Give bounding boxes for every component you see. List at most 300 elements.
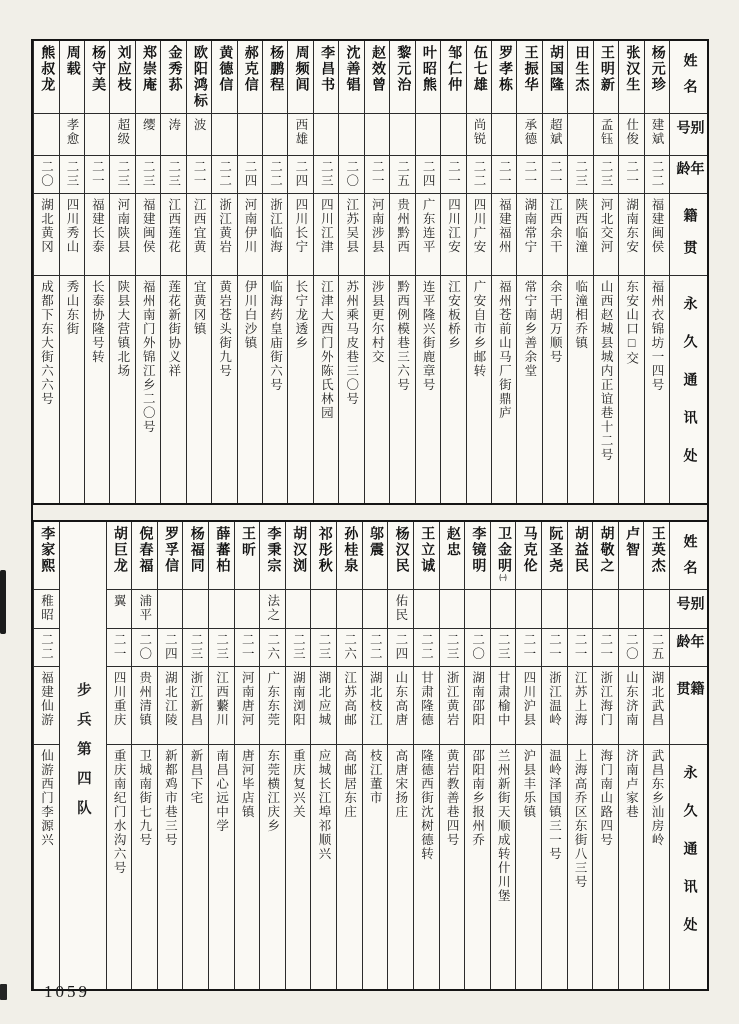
person-address: 宜黄冈镇 [192, 280, 207, 336]
alias-cell [286, 590, 311, 629]
age-cell [136, 156, 160, 194]
alias-cell [314, 114, 338, 156]
name-cell [543, 41, 567, 114]
name-cell [416, 41, 440, 114]
age-cell [568, 629, 593, 667]
origin-cell [542, 667, 567, 745]
person-age: 二三 [64, 160, 79, 188]
person-age: 二一 [90, 160, 105, 188]
alias-cell [594, 114, 618, 156]
person-name: 欧阳鸿标 [191, 45, 207, 109]
person-name: 李镜明 [470, 526, 486, 574]
address-cell [644, 745, 669, 989]
person-age: 二二 [368, 633, 383, 661]
person-address: 连平隆兴街鹿章号 [421, 280, 436, 392]
person-age: 二二 [268, 160, 283, 188]
name-cell [388, 522, 413, 590]
person-column [338, 41, 363, 503]
address-cell [85, 276, 109, 503]
person-address: 东莞横江庆乡 [265, 749, 280, 833]
name-cell [136, 41, 160, 114]
origin-cell [288, 194, 312, 276]
origin-cell [441, 194, 465, 276]
person-name: 黄德信 [217, 45, 233, 93]
person-address: 临潼相乔镇 [573, 280, 588, 350]
address-cell [161, 276, 185, 503]
person-address: 陕县大营镇北场 [115, 280, 130, 378]
person-address: 长宁龙透乡 [293, 280, 308, 350]
person-name: 郑崇庵 [141, 45, 157, 93]
person-alias: 西雄 [293, 118, 308, 146]
person-column [542, 41, 567, 503]
person-address: 伊川白沙镇 [243, 280, 258, 350]
person-column [413, 522, 439, 989]
alias-cell [516, 590, 541, 629]
person-name: 胡敬之 [598, 526, 614, 574]
person-address: 江津大西门外陈氏林园 [319, 280, 334, 420]
name-cell [337, 522, 362, 590]
origin-cell [110, 194, 134, 276]
name-cell [492, 41, 516, 114]
person-address: 福州衣锦坊一四号 [650, 280, 665, 392]
roster-table-bottom [33, 520, 707, 989]
person-name: 薛蕃柏 [214, 526, 230, 574]
age-cell [132, 629, 157, 667]
age-cell [491, 629, 516, 667]
person-age: 二四 [421, 160, 436, 188]
person-column [644, 41, 669, 503]
column-header-address: 永久通讯处 [681, 765, 697, 955]
address-cell [212, 276, 236, 503]
person-name: 罗孚信 [163, 526, 179, 574]
person-origin: 河北交河 [599, 198, 614, 254]
person-origin: 四川长宁 [293, 198, 308, 254]
person-address: 福州苍前山马厂街鼎庐 [497, 280, 512, 420]
address-cell [645, 276, 669, 503]
person-column [643, 522, 669, 989]
age-cell [465, 629, 490, 667]
name-cell [619, 41, 643, 114]
person-column [541, 522, 567, 989]
address-cell [467, 276, 491, 503]
person-address: 黄岩苍头街九号 [217, 280, 232, 378]
age-cell [238, 156, 262, 194]
column-header-name: 姓名 [681, 53, 697, 105]
alias-cell [593, 590, 618, 629]
header-column-top [669, 41, 707, 503]
column-header-age-cell [670, 156, 707, 194]
person-age: 二五 [649, 633, 664, 661]
age-cell [286, 629, 311, 667]
person-column [131, 522, 157, 989]
person-name: 阮圣尧 [547, 526, 563, 574]
column-header-name-cell [670, 522, 707, 590]
person-name: 王振华 [522, 45, 538, 93]
person-age: 二〇 [137, 633, 152, 661]
person-alias: 缨 [141, 118, 156, 132]
person-column [160, 41, 185, 503]
address-cell [491, 745, 516, 989]
person-age: 二一 [598, 633, 613, 661]
person-address: 卫城南街七九号 [137, 749, 152, 847]
origin-cell [467, 194, 491, 276]
person-name: 胡国隆 [548, 45, 564, 93]
person-address: 新昌下宅 [188, 749, 203, 805]
person-name: 周载 [64, 45, 80, 77]
column-header-origin: 籍贯 [681, 208, 697, 272]
scan-smudge-small [0, 984, 7, 1000]
person-name: 卢智 [624, 526, 640, 558]
person-address: 江安板桥乡 [446, 280, 461, 350]
age-cell [311, 629, 336, 667]
person-age: 二四 [293, 160, 308, 188]
age-cell [467, 156, 491, 194]
alias-cell [440, 590, 465, 629]
alias-cell [238, 114, 262, 156]
column-header-alias-cell [670, 114, 707, 156]
person-origin: 四川江安 [446, 198, 461, 254]
person-origin: 浙江黄岩 [445, 671, 460, 727]
name-cell [568, 522, 593, 590]
person-origin: 福建闽侯 [141, 198, 156, 254]
age-cell [440, 629, 465, 667]
person-column [618, 41, 643, 503]
person-column [439, 522, 465, 989]
person-address: 黔西例模巷三六号 [395, 280, 410, 392]
person-name: 田生杰 [573, 45, 589, 93]
address-cell [465, 745, 490, 989]
age-cell [107, 629, 132, 667]
person-age: 二六 [342, 633, 357, 661]
person-address: 苏州乘马皮巷三〇号 [344, 280, 359, 406]
person-origin: 江西莲花 [166, 198, 181, 254]
person-address: 济南卢家巷 [624, 749, 639, 819]
person-address: 新都鸡市巷三号 [163, 749, 178, 847]
name-cell [467, 41, 491, 114]
alias-cell [85, 114, 109, 156]
scan-smudge [0, 570, 6, 634]
person-origin: 陕西临潼 [573, 198, 588, 254]
person-age: 二一 [547, 633, 562, 661]
person-name: 胡汉浏 [291, 526, 307, 574]
person-column [567, 522, 593, 989]
person-name: 祁彤秋 [316, 526, 332, 574]
person-alias: 超斌 [548, 118, 563, 146]
person-name: 李秉宗 [265, 526, 281, 574]
name-cell [260, 522, 285, 590]
age-cell [212, 156, 236, 194]
person-origin: 福建仙游 [39, 671, 54, 727]
alias-cell [388, 590, 413, 629]
page-number: 1059 [44, 982, 90, 1001]
origin-cell [543, 194, 567, 276]
alias-cell [645, 114, 669, 156]
age-cell [594, 156, 618, 194]
column-header-alias: 别号 [674, 120, 704, 141]
age-cell [161, 156, 185, 194]
person-age: 二一 [370, 160, 385, 188]
person-origin: 河南唐河 [240, 671, 255, 727]
person-origin: 甘肃榆中 [496, 671, 511, 727]
person-age: 二三 [115, 160, 130, 188]
origin-cell [568, 194, 592, 276]
person-age: 二一 [112, 633, 127, 661]
origin-cell [594, 194, 618, 276]
age-cell [644, 629, 669, 667]
name-cell [365, 41, 389, 114]
address-cell [542, 745, 567, 989]
age-cell [34, 629, 59, 667]
person-column [208, 522, 234, 989]
name-cell [645, 41, 669, 114]
address-cell [187, 276, 211, 503]
age-cell [158, 629, 183, 667]
person-origin: 江西蘻川 [214, 671, 229, 727]
person-origin: 福建福州 [497, 198, 512, 254]
name-cell [34, 41, 58, 114]
age-cell [593, 629, 618, 667]
person-name: 叶昭熊 [420, 45, 436, 93]
person-column [310, 522, 336, 989]
origin-cell [644, 667, 669, 745]
person-name: 张汉生 [624, 45, 640, 93]
age-cell [85, 156, 109, 194]
person-age: 二一 [522, 160, 537, 188]
person-name: 李家熙 [39, 526, 55, 574]
origin-cell [465, 667, 490, 745]
person-column [515, 522, 541, 989]
age-cell [543, 156, 567, 194]
origin-cell [212, 194, 236, 276]
age-cell [619, 629, 644, 667]
origin-cell [235, 667, 260, 745]
alias-cell [212, 114, 236, 156]
address-cell [260, 745, 285, 989]
alias-cell [568, 590, 593, 629]
origin-cell [414, 667, 439, 745]
person-age: 二三 [214, 633, 229, 661]
person-address: 应城长江埠祁顺兴 [317, 749, 332, 861]
person-name: 赵忠 [444, 526, 460, 558]
origin-cell [568, 667, 593, 745]
origin-cell [286, 667, 311, 745]
alias-cell [136, 114, 160, 156]
person-age: 二三 [445, 633, 460, 661]
person-alias: 尚锐 [471, 118, 486, 146]
person-column [109, 41, 134, 503]
person-origin: 福建闽侯 [650, 198, 665, 254]
origin-cell [209, 667, 234, 745]
name-cell [363, 522, 388, 590]
origin-cell [107, 667, 132, 745]
person-age: 二三 [496, 633, 511, 661]
person-address: 沪县丰乐镇 [521, 749, 536, 819]
alias-cell [60, 114, 84, 156]
address-cell [209, 745, 234, 989]
person-name: 王英杰 [649, 526, 665, 574]
address-cell [263, 276, 287, 503]
person-address: 高邮居东庄 [342, 749, 357, 819]
column-header-address: 永久通讯处 [681, 296, 697, 486]
person-address: 邵阳南乡报州乔 [470, 749, 485, 847]
person-address: 余干胡万顺号 [548, 280, 563, 364]
person-age: 二六 [265, 633, 280, 661]
person-name: 杨鹏程 [268, 45, 284, 93]
alias-cell [187, 114, 211, 156]
column-header-name: 姓名 [681, 534, 697, 586]
age-cell [414, 629, 439, 667]
person-origin: 贵州黔西 [395, 198, 410, 254]
person-origin: 河南伊川 [243, 198, 258, 254]
person-address: 莲花新街协义祥 [166, 280, 181, 378]
name-cell [212, 41, 236, 114]
person-origin: 湖北武昌 [649, 671, 664, 727]
name-cell [110, 41, 134, 114]
person-address: 仙游西门李源兴 [39, 749, 54, 847]
age-cell [187, 156, 211, 194]
person-age: 二〇 [624, 633, 639, 661]
alias-cell [465, 590, 490, 629]
person-age: 二三 [188, 633, 203, 661]
address-cell [568, 276, 592, 503]
origin-cell [136, 194, 160, 276]
person-origin: 浙江新昌 [188, 671, 203, 727]
name-cell [132, 522, 157, 590]
name-cell [593, 522, 618, 590]
person-alias: 承德 [522, 118, 537, 146]
address-cell [110, 276, 134, 503]
person-address: 隆德西街沈树德转 [419, 749, 434, 861]
person-age: 二〇 [470, 633, 485, 661]
alias-cell [107, 590, 132, 629]
person-age: 二一 [624, 160, 639, 188]
address-cell [440, 745, 465, 989]
address-cell [158, 745, 183, 989]
table-gap [33, 505, 707, 520]
address-cell [314, 276, 338, 503]
person-origin: 湖北应城 [317, 671, 332, 727]
address-cell [363, 745, 388, 989]
alias-cell [34, 590, 59, 629]
page-frame [31, 39, 709, 991]
age-cell [568, 156, 592, 194]
alias-cell [260, 590, 285, 629]
origin-cell [416, 194, 440, 276]
address-cell [414, 745, 439, 989]
person-name: 杨福同 [188, 526, 204, 574]
origin-cell [314, 194, 338, 276]
person-column [182, 522, 208, 989]
address-cell [107, 745, 132, 989]
person-age: 二一 [497, 160, 512, 188]
origin-cell [158, 667, 183, 745]
person-column [491, 41, 516, 503]
origin-cell [619, 194, 643, 276]
person-name: 卫金明㈠ [496, 526, 512, 581]
age-cell [34, 156, 58, 194]
alias-cell [568, 114, 592, 156]
alias-cell [235, 590, 260, 629]
person-address: 枝江董市 [368, 749, 383, 805]
origin-cell [619, 667, 644, 745]
alias-cell [390, 114, 414, 156]
person-column [211, 41, 236, 503]
person-origin: 四川秀山 [64, 198, 79, 254]
address-cell [619, 745, 644, 989]
column-header-address-cell [670, 745, 707, 989]
person-origin: 湖北枝江 [368, 671, 383, 727]
person-column [362, 522, 388, 989]
origin-cell [363, 667, 388, 745]
person-origin: 江苏上海 [573, 671, 588, 727]
age-cell [110, 156, 134, 194]
person-column [33, 41, 58, 503]
person-origin: 湖北黄冈 [39, 198, 54, 254]
person-age: 二二 [650, 160, 665, 188]
person-age: 二五 [395, 160, 410, 188]
address-cell [183, 745, 208, 989]
person-column [313, 41, 338, 503]
person-alias: 涛 [166, 118, 181, 132]
alias-cell [441, 114, 465, 156]
alias-cell [543, 114, 567, 156]
address-cell [288, 276, 312, 503]
person-column [389, 41, 414, 503]
person-address: 秀山东街 [64, 280, 79, 336]
person-age: 二三 [319, 160, 334, 188]
person-address: 临海药皇庙街六号 [268, 280, 283, 392]
address-cell [286, 745, 311, 989]
age-cell [542, 629, 567, 667]
person-column [106, 522, 132, 989]
name-cell [288, 41, 312, 114]
person-age: 二四 [243, 160, 258, 188]
origin-cell [390, 194, 414, 276]
person-column [567, 41, 592, 503]
person-column [618, 522, 644, 989]
person-age: 二一 [192, 160, 207, 188]
person-address: 长泰协隆号转 [90, 280, 105, 364]
origin-cell [187, 194, 211, 276]
origin-cell [263, 194, 287, 276]
person-column [592, 522, 618, 989]
person-origin: 江苏高邮 [342, 671, 357, 727]
person-origin: 浙江海门 [598, 671, 613, 727]
name-cell [491, 522, 516, 590]
person-column [464, 522, 490, 989]
person-age: 二一 [446, 160, 461, 188]
person-origin: 河南陕县 [115, 198, 130, 254]
alias-cell [517, 114, 541, 156]
origin-cell [34, 194, 58, 276]
name-cell [85, 41, 109, 114]
person-name: 杨汉民 [393, 526, 409, 574]
age-cell [60, 156, 84, 194]
person-address: 黄岩教善巷四号 [445, 749, 460, 847]
address-cell [34, 745, 59, 989]
person-name: 赵效曾 [369, 45, 385, 93]
alias-cell [644, 590, 669, 629]
alias-cell [288, 114, 312, 156]
roster-table-top [33, 41, 707, 505]
person-alias: 建斌 [650, 118, 665, 146]
age-cell [619, 156, 643, 194]
address-cell [543, 276, 567, 503]
person-origin: 四川重庆 [112, 671, 127, 727]
person-origin: 湖北江陵 [163, 671, 178, 727]
person-column [287, 41, 312, 503]
column-header-origin-cell [670, 667, 707, 745]
